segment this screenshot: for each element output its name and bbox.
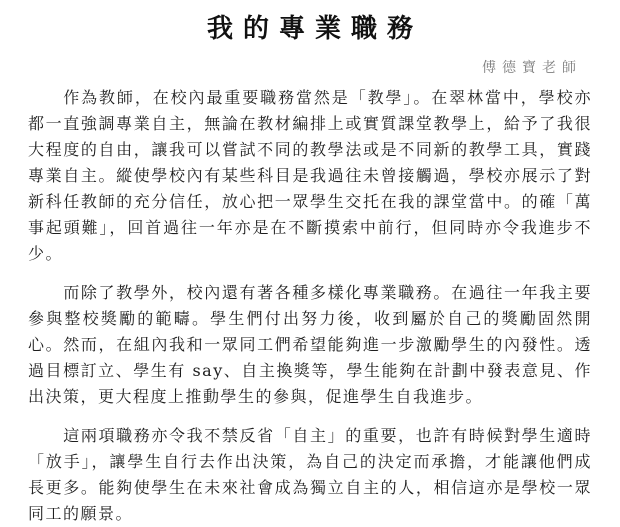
paragraph-3: 這兩項職務亦令我不禁反省「自主」的重要，也許有時候對學生適時「放手」，讓學生自行去作出決策，為自己的決定而承擔，才能讓他們成長更多。能夠使學生在未來社會成為獨立自主的人，相信這亦是學校一眾同工的願景。 bbox=[28, 426, 592, 523]
author-byline: 傅德寶老師 bbox=[482, 60, 582, 76]
document-title: 我的專業職務 bbox=[206, 14, 423, 44]
paragraph-2: 而除了教學外，校內還有著各種多樣化專業職務。在過往一年我主要參與整校獎勵的範疇。學生們付出努力後，收到屬於自己的獎勵固然開心。然而，在組內我和一眾同工們希望能夠進一步激勵學生的內發性。透過目標訂立、學生有 say、自主換獎等，學生能夠在計劃中發表意見、作出決策，更大程度上推動學生的參與，促進學生自我進步。 bbox=[28, 283, 592, 406]
paragraph-1: 作為教師，在校內最重要職務當然是「教學」。在翠林當中，學校亦都一直強調專業自主，無論在教材編排上或實質課堂教學上，給予了我很大程度的自由，讓我可以嘗試不同的教學法或是不同新的教學工具，實踐專業自主。縱使學校內有某些科目是我過往未曾接觸過，學校亦展示了對新科任教師的充分信任，放心把一眾學生交托在我的課堂當中。的確「萬事起頭難」，回首過往一年亦是在不斷摸索中前行，但同時亦令我進步不少。 bbox=[28, 88, 592, 263]
